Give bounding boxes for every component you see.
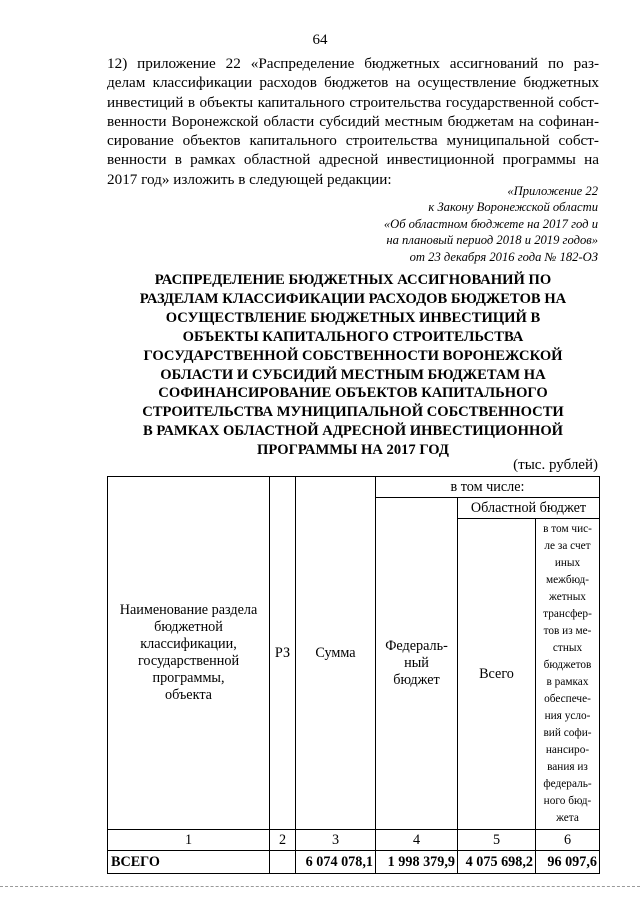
header-transfer-line: в рамках — [546, 676, 589, 688]
header-transfer-line: иных — [554, 557, 581, 569]
title-line: СТРОИТЕЛЬСТВА МУНИЦИПАЛЬНОЙ СОБСТВЕННОСТИ — [142, 404, 564, 421]
header-federal-line: ный — [404, 655, 429, 671]
header-transfer-line: вий софи- — [543, 727, 592, 739]
header-transfer-line: ле за счет — [544, 540, 591, 552]
row-sum-cell: 6 074 078,1 — [296, 851, 376, 874]
header-transfer-line: нансиро- — [545, 744, 590, 756]
header-transfer-line: федераль- — [543, 778, 592, 790]
appendix-note-line: к Закону Воронежской области — [428, 200, 598, 215]
column-number: 3 — [296, 830, 376, 851]
intro-line: 2017 год» изложить в следующей редакции: — [107, 170, 392, 188]
header-name-line: классификации, — [140, 636, 237, 652]
header-regional-cell: Областной бюджет — [458, 498, 600, 519]
intro-line: венности в рамках областной адресной инвестиционной программы на — [107, 151, 599, 169]
intro-line: 12) приложение 22 «Распределение бюджетных ассигнований по раз- — [107, 55, 599, 72]
header-federal-line: Федераль- — [385, 638, 448, 654]
header-transfer-line: вания из — [547, 761, 588, 773]
header-transfer-line: стных — [552, 642, 583, 654]
row-name-cell: ВСЕГО — [108, 851, 270, 874]
header-transfer-line: жета — [556, 812, 579, 824]
header-transfer-line: бюджетов — [543, 659, 592, 671]
header-name-cell — [108, 477, 270, 830]
header-transfers-cell — [536, 519, 600, 830]
title-line: ПРОГРАММЫ НА 2017 ГОД — [257, 442, 449, 459]
intro-line: делам классификации расходов бюджетов на осуществление бюджетных — [107, 74, 599, 92]
appendix-note-line: «Об областном бюджете на 2017 год и — [383, 216, 598, 231]
table-row — [108, 851, 600, 874]
intro-line: венности Воронежской области субсидий местным бюджетам на софинан- — [107, 112, 599, 130]
budget-table — [107, 476, 600, 874]
header-transfer-line: тов из ме- — [543, 625, 592, 637]
appendix-note-line: «Приложение 22 — [507, 184, 598, 198]
header-name-line: государственной — [137, 653, 240, 669]
row-rz-cell — [270, 851, 296, 874]
title-line: РАСПРЕДЕЛЕНИЕ БЮДЖЕТНЫХ АССИГНОВАНИЙ ПО — [154, 272, 552, 288]
header-name-line: программы, — [152, 670, 225, 686]
header-rz-cell: РЗ — [270, 477, 296, 830]
header-including-cell: в том числе: — [376, 477, 600, 498]
header-transfer-line: ного бюд- — [543, 795, 592, 807]
intro-line: сирование объектов капитального строительства муниципальной собст- — [107, 132, 599, 150]
appendix-note-line: на плановый период 2018 и 2019 годов» — [386, 233, 598, 248]
title-line: ОБЪЕКТЫ КАПИТАЛЬНОГО СТРОИТЕЛЬСТВА — [182, 328, 524, 345]
row-regional-total-cell: 4 075 698,2 — [458, 851, 536, 874]
intro-paragraph — [107, 54, 599, 189]
column-number: 1 — [108, 830, 270, 851]
title-line: РАЗДЕЛАМ КЛАССИФИКАЦИИ РАСХОДОВ БЮДЖЕТОВ НА — [139, 290, 567, 307]
header-transfer-line: в том чис- — [543, 523, 592, 535]
page-bottom-divider — [0, 886, 640, 887]
table-header-row — [108, 477, 600, 498]
header-transfer-line: ния усло- — [544, 710, 591, 722]
appendix-note-line: от 23 декабря 2016 года № 182-ОЗ — [409, 249, 598, 264]
title-line: СОФИНАНСИРОВАНИЕ ОБЪЕКТОВ КАПИТАЛЬНОГО — [158, 385, 548, 402]
units-label: (тыс. рублей) — [513, 457, 598, 473]
header-sum-cell: Сумма — [296, 477, 376, 830]
title-line: ГОСУДАРСТВЕННОЙ СОБСТВЕННОСТИ ВОРОНЕЖСКОЙ — [143, 347, 563, 364]
appendix-note — [298, 183, 598, 265]
header-regional-total-cell: Всего — [458, 519, 536, 830]
title-line: ОБЛАСТИ И СУБСИДИЙ МЕСТНЫМ БЮДЖЕТАМ НА — [160, 366, 546, 383]
header-federal-line: бюджет — [393, 672, 440, 688]
document-title — [107, 271, 599, 460]
header-name-line: Наименование раздела — [119, 602, 258, 618]
intro-line: инвестиций в объекты капитального строительства государственной собст- — [107, 93, 599, 111]
row-transfers-cell: 96 097,6 — [536, 851, 600, 874]
page-number: 64 — [312, 32, 328, 48]
column-number: 6 — [536, 830, 600, 851]
header-transfer-line: обеспече- — [544, 693, 591, 705]
column-number: 4 — [376, 830, 458, 851]
column-number: 2 — [270, 830, 296, 851]
header-federal-cell — [376, 498, 458, 830]
header-transfer-line: трансфер- — [543, 608, 592, 620]
column-number-row — [108, 830, 600, 851]
title-line: В РАМКАХ ОБЛАСТНОЙ АДРЕСНОЙ ИНВЕСТИЦИОННОЙ — [142, 423, 564, 440]
header-name-line: объекта — [165, 687, 212, 703]
column-number: 5 — [458, 830, 536, 851]
row-federal-cell: 1 998 379,9 — [376, 851, 458, 874]
header-transfer-line: межбюд- — [546, 574, 589, 586]
header-transfer-line: жетных — [549, 591, 586, 603]
header-name-line: бюджетной — [154, 619, 223, 635]
title-line: ОСУЩЕСТВЛЕНИЕ БЮДЖЕТНЫХ ИНВЕСТИЦИЙ В — [165, 309, 541, 326]
